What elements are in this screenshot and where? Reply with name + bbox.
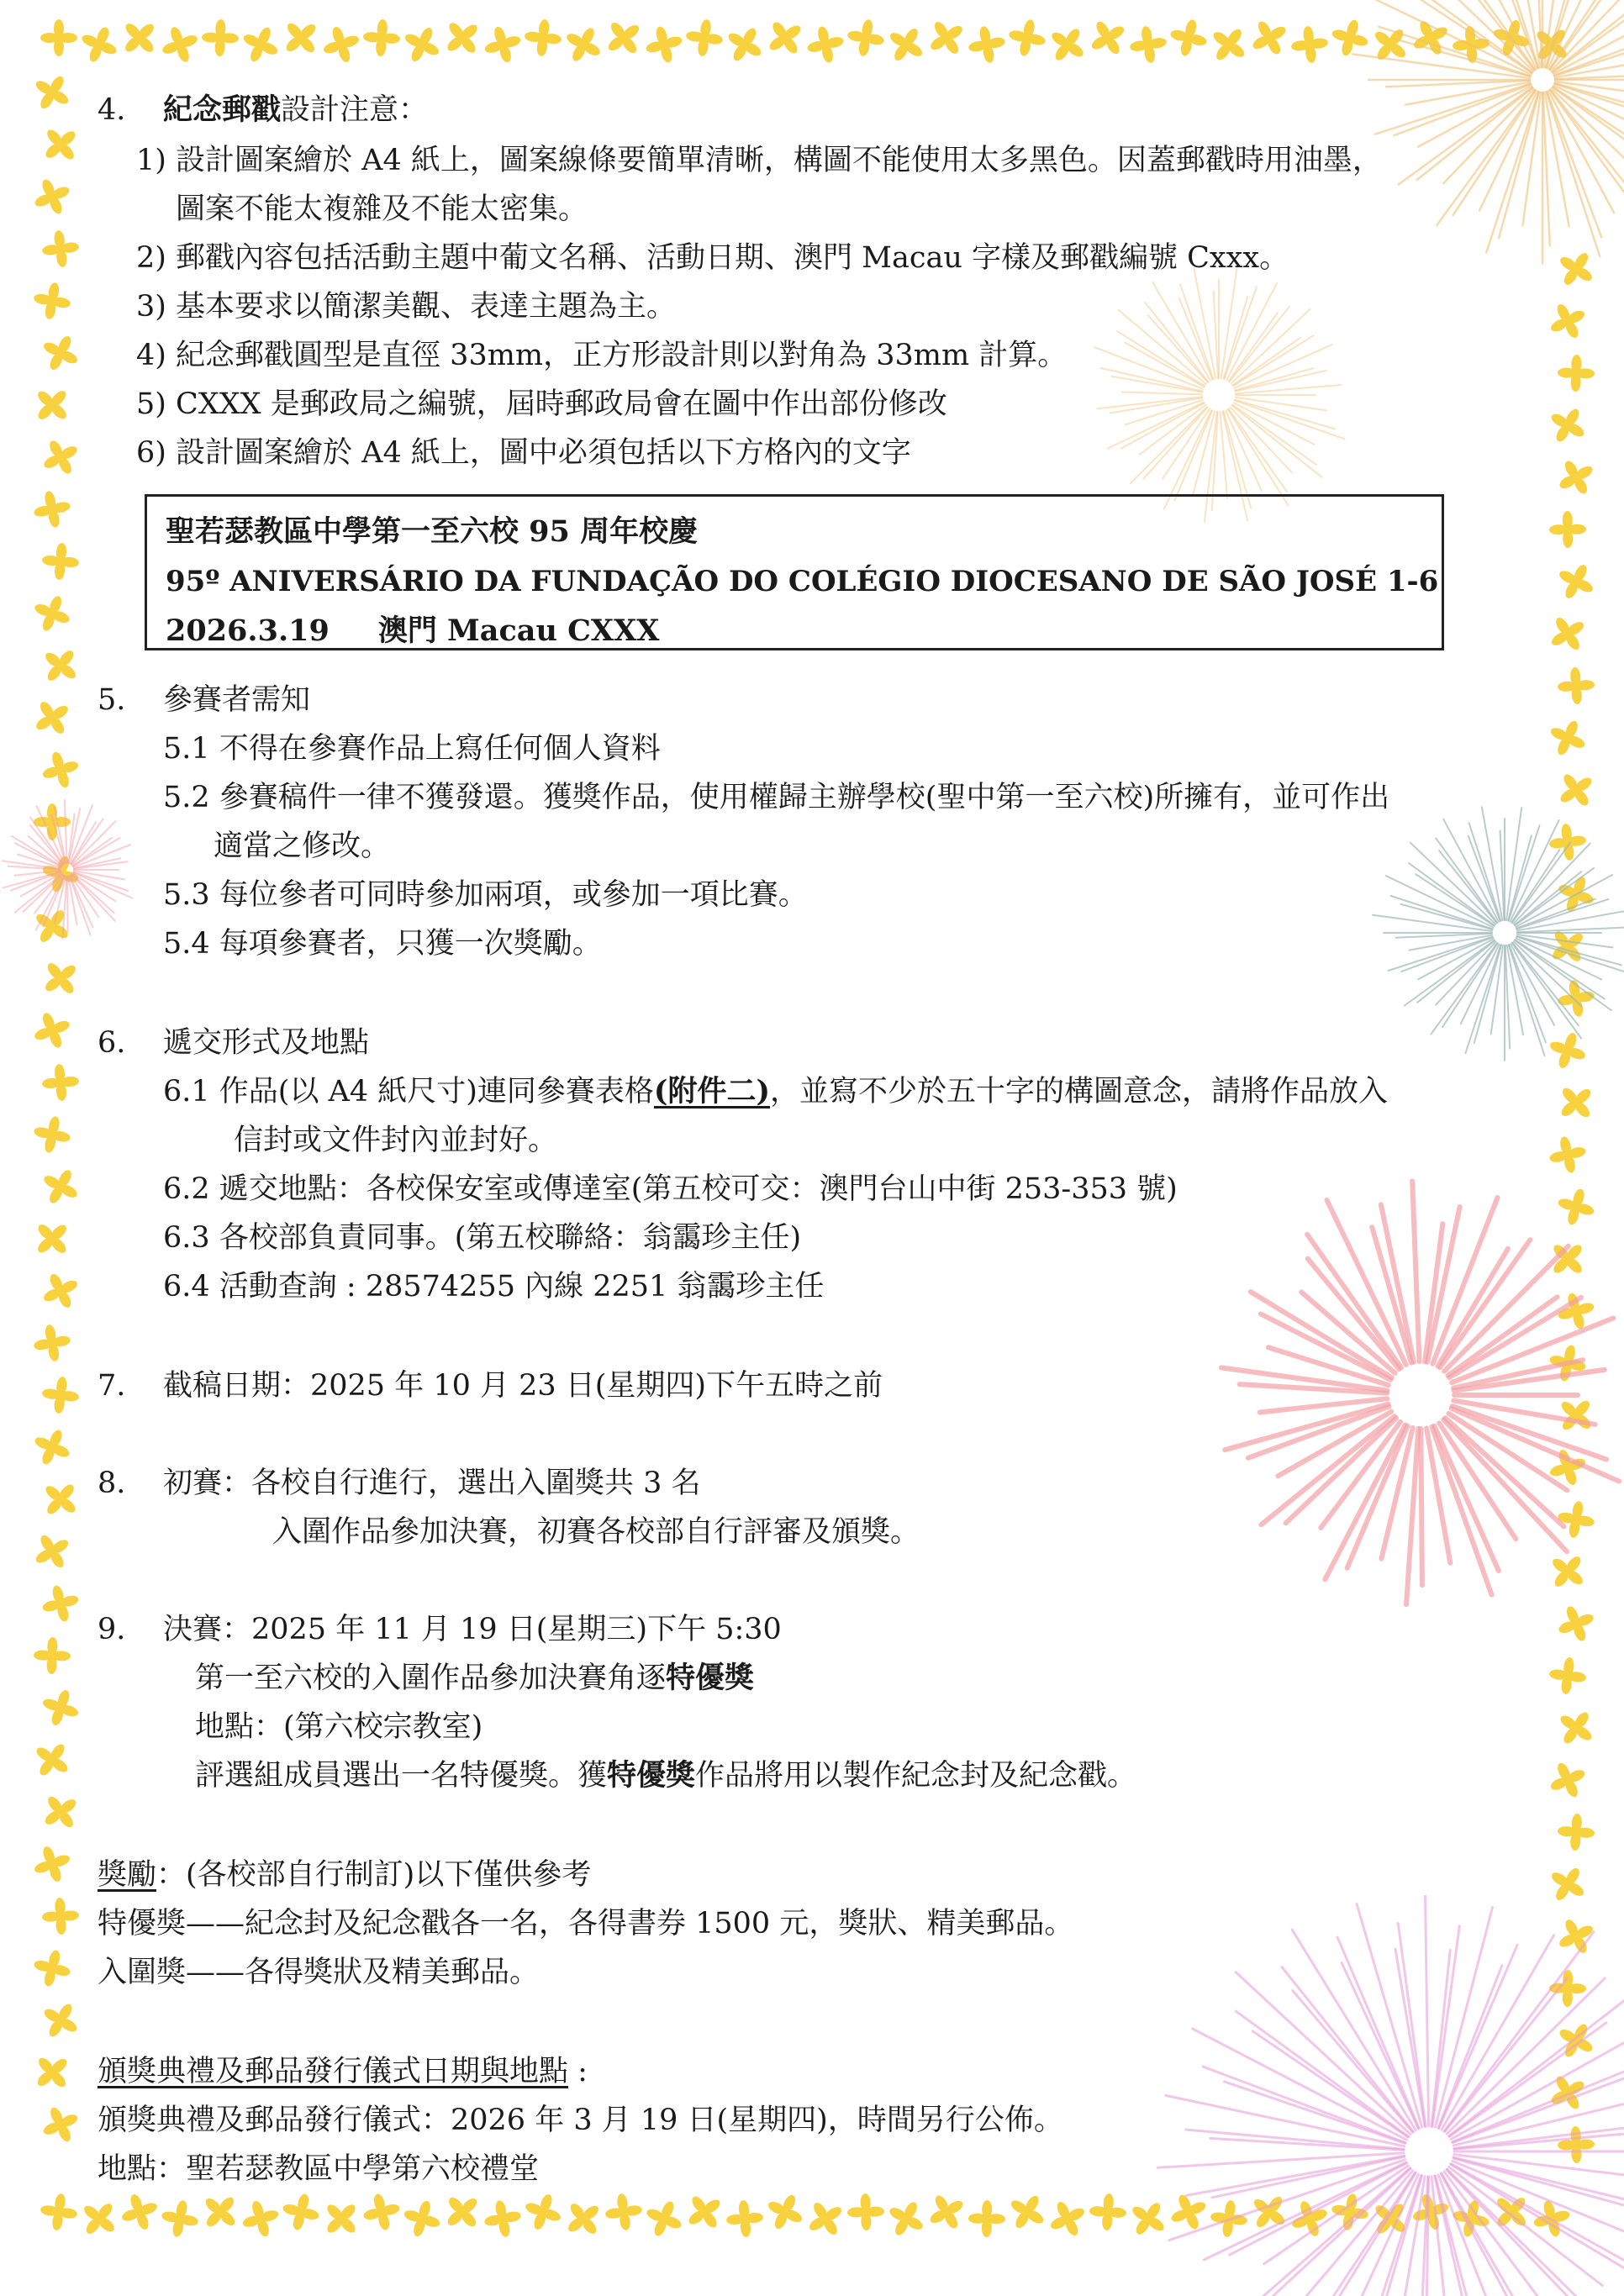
s4-item-6: 6) 設計圖案繪於 A4 紙上，圖中必須包括以下方格內的文字 xyxy=(136,436,911,470)
awards-line-2: 入圍獎——各得獎狀及精美郵品。 xyxy=(98,1956,540,1989)
ceremony-title-rest: : xyxy=(568,2055,588,2088)
s6-item-1 xyxy=(163,1074,1388,1109)
section-9-line-2 xyxy=(195,1661,754,1696)
s6-item-3: 6.3 各校部負責同事。(第五校聯絡：翁靄珍主任) xyxy=(163,1221,802,1255)
section-4-title xyxy=(163,92,428,128)
s5-item-2-cont: 適當之修改。 xyxy=(214,829,391,863)
ceremony-title-underlined: 頒獎典禮及郵品發行儀式日期與地點 xyxy=(98,2055,569,2088)
section-8-number: 8. xyxy=(98,1467,126,1500)
required-text-box xyxy=(145,494,1444,650)
section-4-title-rest: 設計注意： xyxy=(281,93,429,127)
section-9-line-4-post: 作品將用以製作紀念封及紀念戳。 xyxy=(695,1759,1137,1793)
ceremony-line-2: 地點：聖若瑟教區中學第六校禮堂 xyxy=(98,2152,540,2186)
s5-item-3: 5.3 每位參者可同時參加兩項，或參加一項比賽。 xyxy=(163,878,808,912)
box-line-portuguese: 95º ANIVERSÁRIO DA FUNDAÇÃO DO COLÉGIO DIOCESANO DE SÃO JOSÉ 1-6 xyxy=(166,565,1439,598)
s6-item-1-post: ，並寫不少於五十字的構圖意念，請將作品放入 xyxy=(770,1075,1389,1109)
awards-line-1: 特優獎——紀念封及紀念戳各一名，各得書券 1500 元，獎狀、精美郵品。 xyxy=(98,1907,1074,1941)
box-date: 2026.3.19 xyxy=(166,613,330,648)
section-9-line-4 xyxy=(195,1758,1136,1793)
s6-item-1-cont: 信封或文件封內並封好。 xyxy=(234,1124,558,1157)
section-9-line-3: 地點：(第六校宗教室) xyxy=(195,1710,483,1744)
s4-item-3: 3) 基本要求以簡潔美觀、表達主題為主。 xyxy=(136,290,677,324)
s4-item-1: 1) 設計圖案繪於 A4 紙上，圖案線條要簡單清晰，構圖不能使用太多黑色。因蓋郵戳時用油墨， xyxy=(136,144,1382,177)
section-7-text: 截稿日期：2025 年 10 月 23 日(星期四)下午五時之前 xyxy=(163,1369,883,1403)
section-5-title: 參賽者需知 xyxy=(163,683,311,717)
appendix-2-link[interactable]: (附件二) xyxy=(653,1074,771,1109)
section-6-title: 遞交形式及地點 xyxy=(163,1026,370,1060)
ceremony-title xyxy=(98,2054,588,2089)
s4-item-4: 4) 紀念郵戳圓型是直徑 33mm，正方形設計則以對角為 33mm 計算。 xyxy=(136,339,1068,372)
section-7-number: 7. xyxy=(98,1369,126,1403)
section-8-line-2: 入圍作品參加決賽，初賽各校部自行評審及頒獎。 xyxy=(272,1515,920,1549)
section-4-title-bold: 紀念郵戳 xyxy=(163,92,282,127)
awards-title xyxy=(98,1857,591,1893)
s6-item-2: 6.2 遞交地點：各校保安室或傳達室(第五校可交：澳門台山中街 253-353 號) xyxy=(163,1172,1178,1206)
s6-item-4: 6.4 活動查詢 : 28574255 內線 2251 翁靄珍主任 xyxy=(163,1270,825,1303)
section-4-number: 4. xyxy=(98,93,126,127)
ceremony-line-1: 頒獎典禮及郵品發行儀式：2026 年 3 月 19 日(星期四)，時間另行公佈。 xyxy=(98,2104,1063,2137)
box-line-date-place xyxy=(166,613,660,648)
section-9-line-4-pre: 評選組成員選出一名特優獎。獲 xyxy=(195,1759,608,1793)
section-6-number: 6. xyxy=(98,1026,126,1060)
section-9-line-2-pre: 第一至六校的入圍作品參加決賽角逐 xyxy=(195,1661,667,1695)
section-5-number: 5. xyxy=(98,683,126,717)
special-award-bold-2: 特優獎 xyxy=(607,1758,696,1793)
s4-item-2: 2) 郵戳內容包括活動主題中葡文名稱、活動日期、澳門 Macau 字樣及郵戳編號 Cxxx。 xyxy=(136,241,1289,275)
special-award-bold: 特優獎 xyxy=(666,1661,755,1695)
s4-item-5: 5) CXXX 是郵政局之編號，屆時郵政局會在圖中作出部份修改 xyxy=(136,387,947,421)
s6-item-1-pre: 6.1 作品(以 A4 紙尺寸)連同參賽表格 xyxy=(163,1075,654,1109)
s4-item-1-cont: 圖案不能太複雜及不能太密集。 xyxy=(176,192,588,226)
box-place: 澳門 Macau CXXX xyxy=(377,613,660,648)
s5-item-1: 5.1 不得在參賽作品上寫任何個人資料 xyxy=(163,732,661,766)
section-9-number: 9. xyxy=(98,1613,126,1646)
s5-item-4: 5.4 每項參賽者，只獲一次獎勵。 xyxy=(163,927,602,961)
awards-title-underlined: 獎勵 xyxy=(98,1858,157,1892)
section-9-line-1: 決賽：2025 年 11 月 19 日(星期三)下午 5:30 xyxy=(163,1613,782,1646)
section-8-line-1: 初賽：各校自行進行，選出入圍獎共 3 名 xyxy=(163,1467,701,1500)
awards-title-rest: ：(各校部自行制訂)以下僅供參考 xyxy=(156,1858,592,1892)
box-line-chinese: 聖若瑟教區中學第一至六校 95 周年校慶 xyxy=(166,514,699,549)
s5-item-2: 5.2 參賽稿件一律不獲發還。獲獎作品，使用權歸主辦學校(聖中第一至六校)所擁有，並可作出 xyxy=(163,781,1390,814)
